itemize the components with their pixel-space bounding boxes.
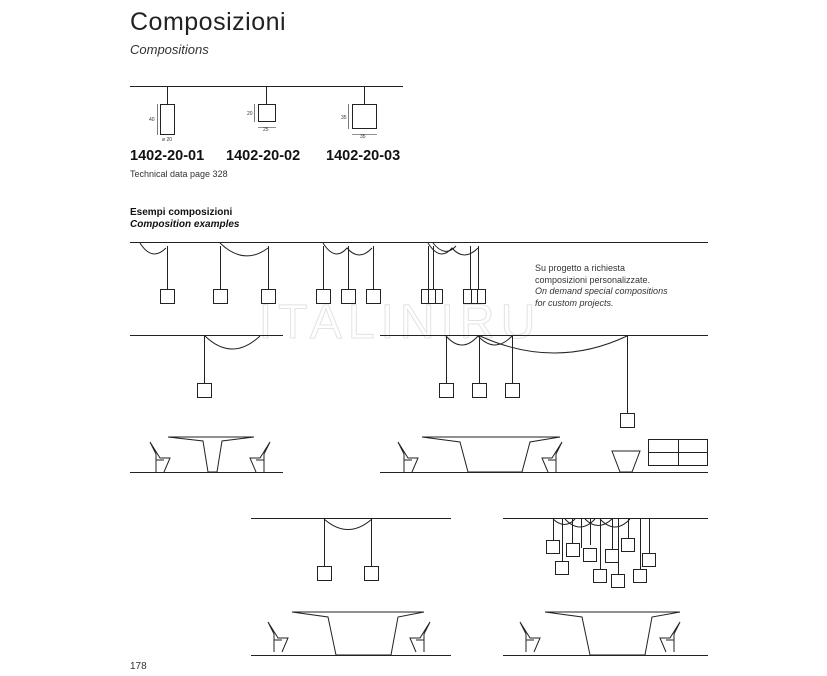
product-1-height-label: 40 [149,117,155,123]
section-title-it: Esempi composizioni [130,207,233,218]
page-subtitle: Compositions [130,42,209,57]
composition-row-1 [130,243,708,304]
product-3-shade [353,105,377,129]
product-3-height-label: 35 [341,115,347,121]
product-code-3: 1402-20-03 [326,148,401,164]
product-code-2: 1402-20-02 [226,148,301,164]
custom-note-line-4: for custom projects. [535,297,614,308]
composition-row-3 [251,519,708,656]
product-3-width-label: 35 [360,134,366,140]
product-2-height-label: 20 [247,111,253,117]
page-title: Composizioni [130,8,287,36]
product-2-shade [259,105,276,122]
watermark-text: ITALINIRU [258,296,542,349]
custom-note-line-2: composizioni personalizzate. [535,274,651,285]
section-title-en: Composition examples [130,219,240,230]
custom-note-line-1: Su progetto a richiesta [535,263,626,273]
composition-row-2 [130,336,708,473]
page-number: 178 [130,661,147,672]
custom-note-line-3: On demand special compositions [535,286,668,296]
technical-data-note: Technical data page 328 [130,169,228,179]
product-code-1: 1402-20-01 [130,148,205,164]
product-2-width-label: 25 [263,127,269,133]
product-1-width-label: ø 20 [162,137,173,143]
product-1-shade [161,105,175,135]
